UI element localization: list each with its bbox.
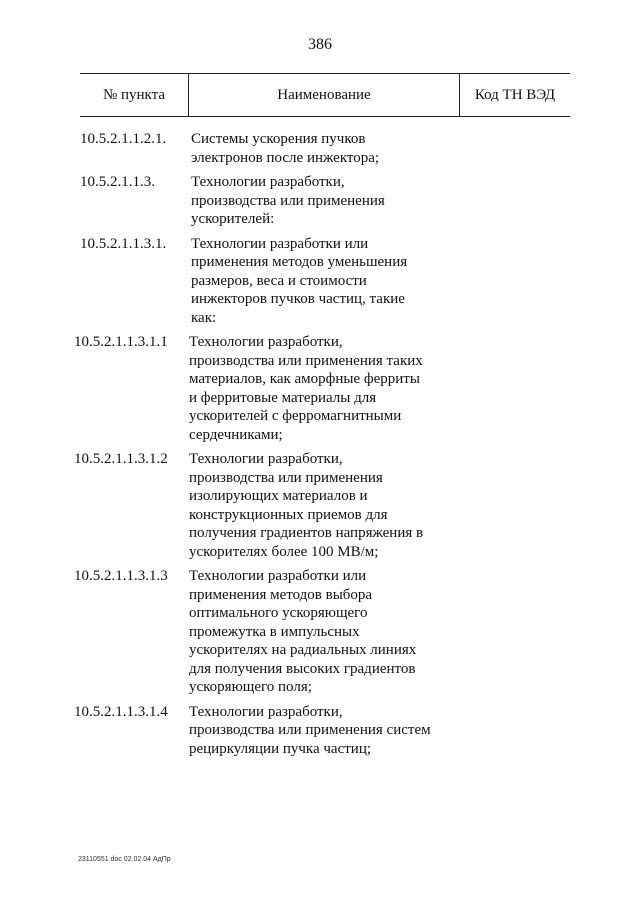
document-footer-code: 23110551 doc 02.02.04 АдПр xyxy=(78,856,171,863)
table-body xyxy=(74,130,570,764)
row-description: Технологии разработки, производства или применения ускорителей: xyxy=(191,174,385,227)
row-number: 10.5.2.1.1.3.1.4 xyxy=(74,703,168,720)
row-number: 10.5.2.1.1.3.1.3 xyxy=(74,568,168,584)
header-item-number: № пункта xyxy=(102,86,166,103)
table-row xyxy=(74,333,570,444)
table-row xyxy=(80,173,570,229)
table-row xyxy=(80,235,570,328)
row-number: 10.5.2.1.1.2.1. xyxy=(80,131,167,147)
table-header xyxy=(80,73,570,117)
table-row xyxy=(80,130,570,167)
header-tn-ved-code: Код ТН ВЭД xyxy=(474,86,556,103)
header-name: Наименование xyxy=(188,74,460,116)
row-description: Технологии разработки или применения методов выбора оптимального ускоряющего промежутка в импульсных ускорителях на радиальных линиях для получения высоких градиентов ускоряющего поля; xyxy=(189,568,417,695)
row-description: Технологии разработки, производства или применения систем рециркуляции пучка частиц; xyxy=(189,703,431,757)
page-number: 386 xyxy=(308,36,332,53)
row-description: Системы ускорения пучков электронов после инжектора; xyxy=(191,131,380,166)
row-number: 10.5.2.1.1.3.1.2 xyxy=(74,451,168,467)
row-description: Технологии разработки или применения методов уменьшения размеров, веса и стоимости инжекторов пучков частиц, такие как: xyxy=(191,235,408,326)
table-row xyxy=(74,703,570,759)
table-row xyxy=(74,450,570,561)
row-description: Технологии разработки, производства или применения изолирующих материалов и конструкционных приемов для получения градиентов напряжения в ускорителях более 100 МВ/м; xyxy=(189,451,424,560)
row-number: 10.5.2.1.1.3.1.1 xyxy=(74,334,168,350)
table-row xyxy=(74,567,570,697)
row-number: 10.5.2.1.1.3.1. xyxy=(80,235,167,252)
row-number: 10.5.2.1.1.3. xyxy=(80,174,155,190)
row-description: Технологии разработки, производства или применения таких материалов, как аморфные ферриты и ферритовые материалы для ускорителей с ферромагнитными сердечниками; xyxy=(189,334,423,443)
